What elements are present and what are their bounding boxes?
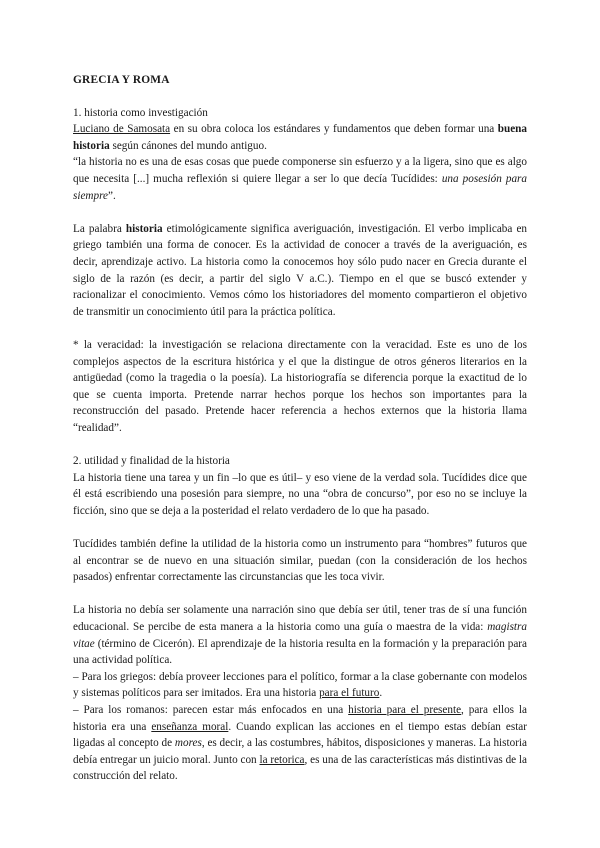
romans-text-b: , para ellos la historia era una [73,703,527,733]
romans-text-a: – Para los romanos: parecen estar más enfocados en una [73,703,349,716]
romans-underline-2: enseñanza moral [151,720,229,733]
mv-text-b: (término de Cicerón). El aprendizaje de la historia resulta en la formación y la preparación para una actividad política. [73,637,527,667]
document-page [73,72,527,785]
etymology-text-a: La palabra [73,222,126,235]
etymology-text-b: etimológicamente significa averiguación, investigación. El verbo implicaba en griego también una forma de conocer. Es la actividad de conocer a través de la averiguación, es decir, aprendizaje activo. La historia como la conocemos hoy sólo pudo nacer en Grecia durante el siglo de la razón (es decir, a partir del siglo V a.C.). Tiempo en el que se buscó extender y racionalizar el conocimiento. Vemos cómo los historiadores del momento compartieron el objetivo de transmitir un conocimiento útil para la práctica política. [73,222,527,318]
quote-text-a: “la historia no es una de esas cosas que puede componerse sin esfuerzo y a la ligera, sino que es algo que necesita [...] mucha reflexión si quiere llegar a ser lo que decía Tucídides: [73,156,527,185]
quote-paragraph [73,154,527,204]
section-1-heading: 1. historia como investigación [73,106,208,119]
veracity-paragraph: * la veracidad: la investigación se relaciona directamente con la veracidad. Este es uno de los complejos aspectos de la escritura histórica y el que la distingue de otros géneros literarios en la antigüedad (como la tragedia o la poesía). La historiografía se diferencia porque la exactitud de lo que se cuenta importa. Pretende narrar hechos porque los hechos son importantes para la reconstrucción del pasado. Pretende hacer referencia a hechos externos que la historia llama “realidad”. [73,338,527,434]
intro-text-b: según cánones del mundo antiguo. [109,139,267,152]
greeks-text-b: . [379,687,383,700]
magistra-vitae-italic: magistra vitae [73,621,527,650]
bold-term-buena-historia: buena historia [73,123,527,152]
author-name: Luciano de Samosata [73,123,171,136]
greeks-item [73,669,527,702]
romans-text-e: , es una de las características más distintivas de la construcción del relato. [73,753,528,783]
romans-underline-3: la retorica [259,753,305,766]
document-title: GRECIA Y ROMA [73,74,170,86]
romans-text-d: , es decir, a las costumbres, hábitos, disposiciones y maneras. La historia debía entregar un juicio moral. Junto con [73,737,528,766]
greeks-underline: para el futuro [319,687,380,700]
purpose-paragraph: La historia tiene una tarea y un fin –lo que es útil– y eso viene de la verdad sola. Tucídides dice que él está escribiendo una posesión para siempre, no una “obra de concurso”, por eso no se incluye la ficción, sino que se deja a la posteridad el relato verdadero de lo que ha pasado. [73,471,527,517]
greeks-text-a: – Para los griegos: debía proveer lecciones para el político, formar a la clase gobernante con modelos y sistemas políticos para ser imitados. Era una historia [73,670,527,700]
quote-italic: una posesión para siempre [73,172,527,202]
magistra-vitae-paragraph [73,602,527,668]
mv-text-a: La historia no debía ser solamente una narración sino que debía ser útil, tener tras de sí una función educacional. Se percibe de esta manera a la historia como una guía o maestra de la vida: [73,604,527,633]
section-2-heading: 2. utilidad y finalidad de la historia [73,455,230,468]
etymology-paragraph [73,221,527,321]
quote-text-b: ”. [108,189,116,202]
romans-item [73,702,527,785]
romans-text-c: . Cuando explican las acciones en el tiempo estas debían estar ligadas al concepto de [73,720,527,750]
intro-text-a: en su obra coloca los estándares y fundamentos que deben formar una [170,123,498,136]
mores-italic: mores [174,737,202,750]
section-1-intro [73,121,527,154]
utility-paragraph: Tucídides también define la utilidad de la historia como un instrumento para “hombres” futuros que al encontrar se de nuevo en una situación similar, puedan (con la consideración de los hechos pasados) enfrentar correctamente las circunstancias que les toca vivir. [73,538,527,584]
romans-underline-1: historia para el presente [348,703,462,716]
bold-term-historia: historia [125,222,163,235]
